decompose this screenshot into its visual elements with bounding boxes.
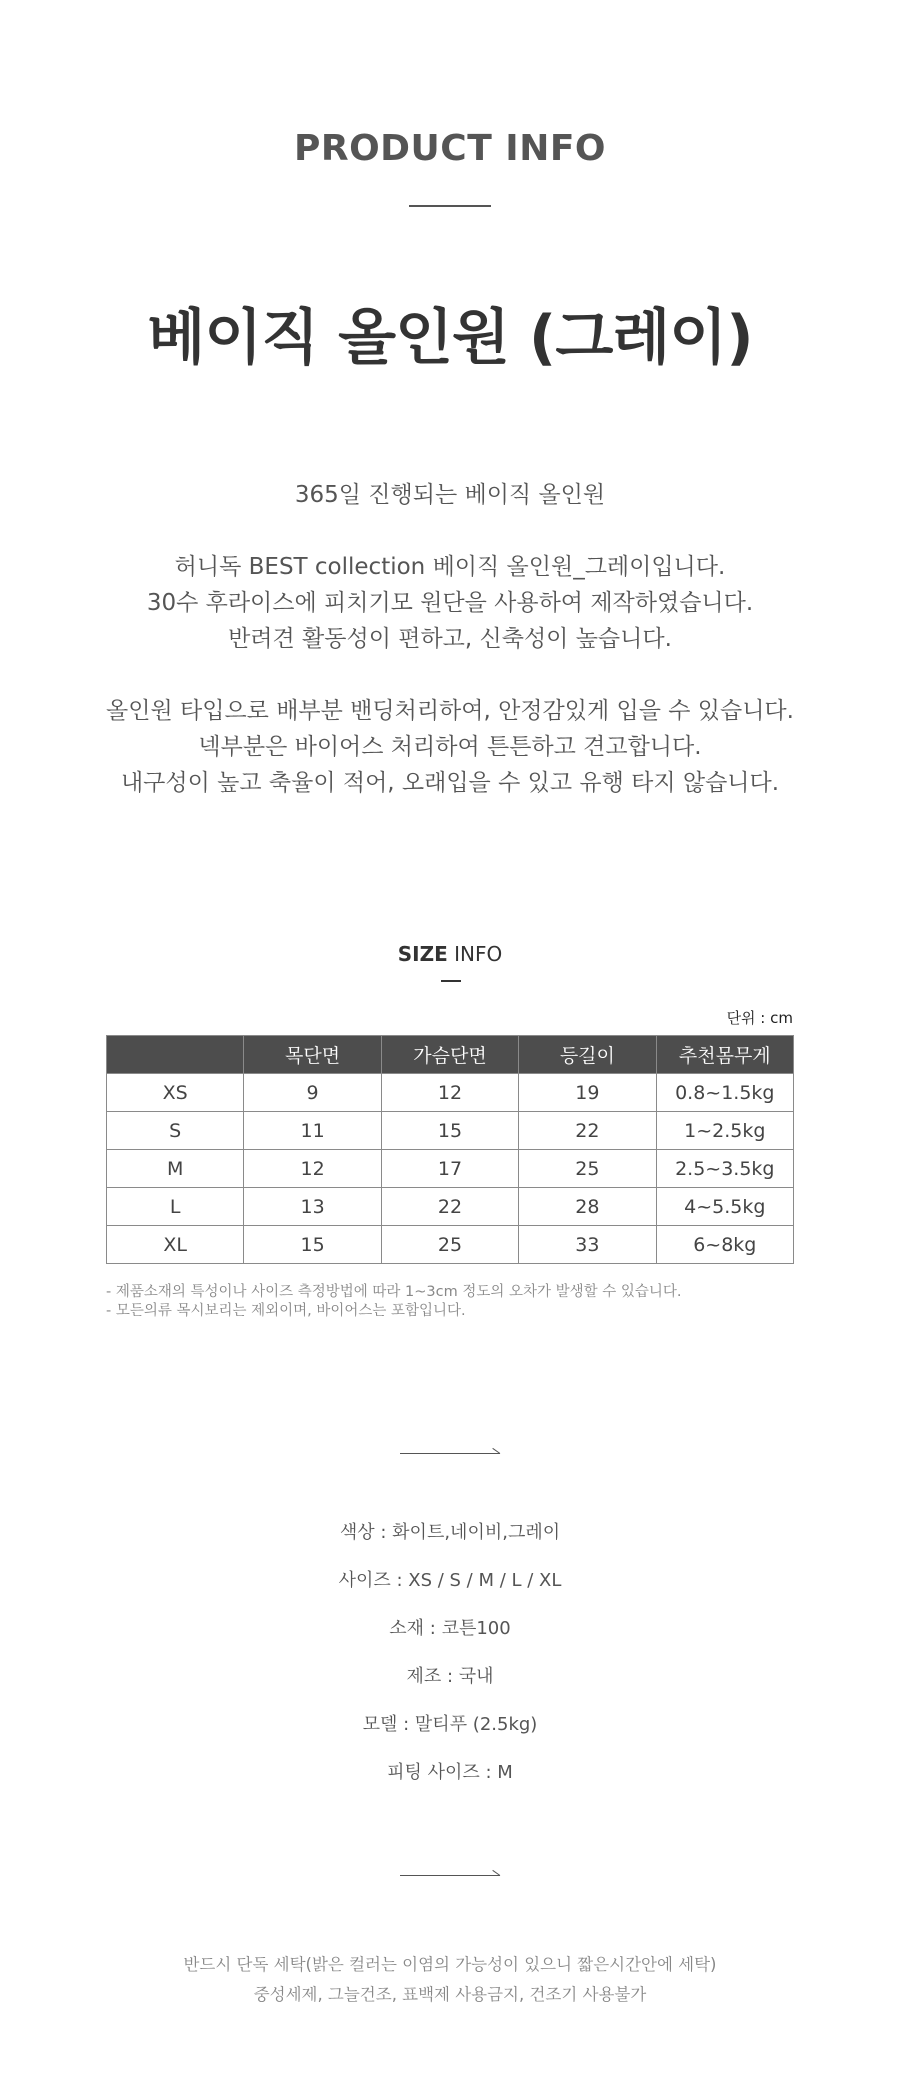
table-cell: 6~8kg [656,1226,793,1264]
column-header: 등길이 [519,1036,656,1074]
table-cell: 33 [519,1226,656,1264]
table-row [107,1112,794,1150]
size-table [106,1035,794,1264]
table-cell: 15 [381,1112,518,1150]
table-header-row [107,1036,794,1074]
column-header: 가슴단면 [381,1036,518,1074]
table-cell: 28 [519,1188,656,1226]
table-cell: 25 [381,1226,518,1264]
table-row [107,1150,794,1188]
column-header: 추천몸무게 [656,1036,793,1074]
product-specs [0,1515,900,1803]
size-heading-rest: INFO [447,942,503,966]
tagline-text: 365일 진행되는 베이직 올인원 [294,482,606,508]
size-heading-bold: SIZE [397,942,448,966]
table-cell: 2.5~3.5kg [656,1150,793,1188]
spec-origin: 제조 : 국내 [406,1666,494,1687]
description-block-2 [0,693,900,801]
spec-color: 색상 : 화이트,네이비,그레이 [339,1522,561,1543]
size-heading-divider [441,980,461,982]
table-cell: 11 [244,1112,381,1150]
description-line: 허니독 BEST collection 베이직 올인원_그레이입니다. [174,554,726,580]
table-cell: XS [107,1074,244,1112]
size-notes [106,1283,681,1321]
spec-model: 모델 : 말티푸 (2.5kg) [362,1714,538,1735]
table-cell: XL [107,1226,244,1264]
table-cell: 9 [244,1074,381,1112]
arrow-line [400,1875,500,1876]
table-cell: 19 [519,1074,656,1112]
description-line: 올인원 타입으로 배부분 밴딩처리하여, 안정감있게 입을 수 있습니다. [106,698,794,724]
description-tagline [0,477,900,513]
description-line: 넥부분은 바이어스 처리하여 튼튼하고 견고합니다. [198,734,702,760]
table-cell: L [107,1188,244,1226]
spec-size: 사이즈 : XS / S / M / L / XL [338,1570,562,1591]
table-cell: 4~5.5kg [656,1188,793,1226]
unit-label: 단위 : cm [726,1009,793,1027]
size-info-heading [0,942,900,966]
note-line: - 제품소재의 특성이나 사이즈 측정방법에 따라 1~3cm 정도의 오차가 발생할 수 있습니다. [106,1284,682,1300]
column-header: 목단면 [244,1036,381,1074]
spec-material: 소재 : 코튼100 [389,1618,511,1639]
table-cell: 0.8~1.5kg [656,1074,793,1112]
table-cell: 12 [381,1074,518,1112]
arrow-divider-icon [400,1869,500,1879]
spec-fitting-size: 피팅 사이즈 : M [387,1762,513,1783]
table-cell: 22 [519,1112,656,1150]
description-line: 30수 후라이스에 피치기모 원단을 사용하여 제작하였습니다. [146,590,754,616]
note-line: - 모든의류 목시보리는 제외이며, 바이어스는 포함입니다. [106,1303,466,1319]
product-name: 베이직 올인원 (그레이) [147,303,753,373]
column-header [107,1036,244,1074]
table-cell: 13 [244,1188,381,1226]
table-row [107,1074,794,1112]
description-line: 반려견 활동성이 편하고, 신축성이 높습니다. [228,626,672,652]
table-row [107,1226,794,1264]
table-row [107,1188,794,1226]
table-cell: 22 [381,1188,518,1226]
title-divider [409,205,491,207]
table-cell: 15 [244,1226,381,1264]
care-line: 반드시 단독 세탁(밝은 컬러는 이염의 가능성이 있으니 짧은시간안에 세탁) [183,1955,717,1974]
arrow-divider-icon [400,1447,500,1457]
description-block-1 [0,549,900,657]
table-cell: S [107,1112,244,1150]
table-cell: M [107,1150,244,1188]
description-line: 내구성이 높고 축율이 적어, 오래입을 수 있고 유행 타지 않습니다. [120,770,780,796]
table-cell: 17 [381,1150,518,1188]
table-cell: 12 [244,1150,381,1188]
care-instructions [0,1950,900,2010]
arrow-line [400,1453,500,1454]
table-cell: 25 [519,1150,656,1188]
table-cell: 1~2.5kg [656,1112,793,1150]
section-title: PRODUCT INFO [293,128,607,169]
care-line: 중성세제, 그늘건조, 표백제 사용금지, 건조기 사용불가 [253,1985,647,2004]
